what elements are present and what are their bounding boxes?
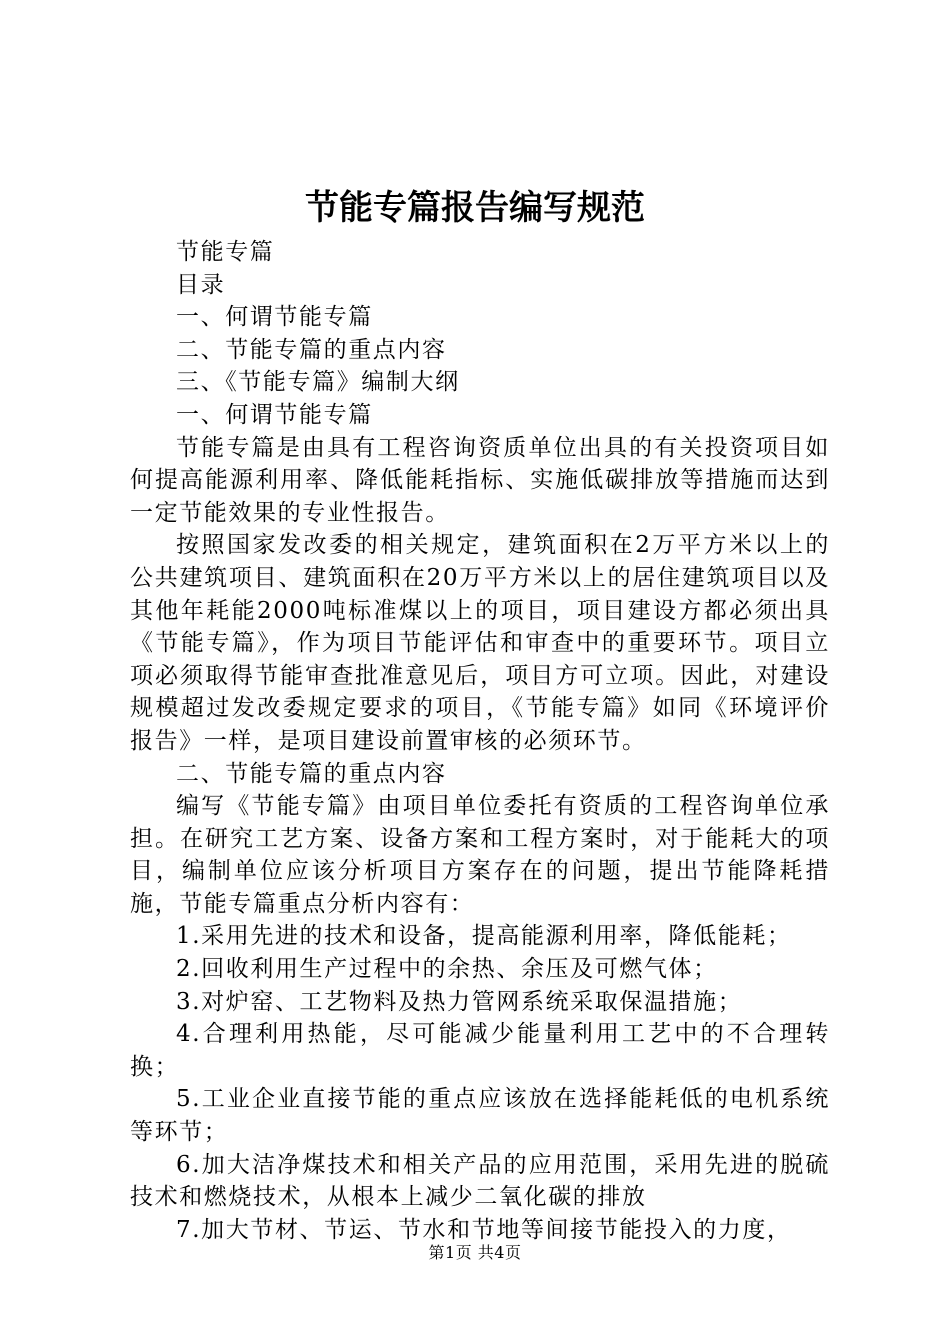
- list-item: 2.回收利用生产过程中的余热、余压及可燃气体；: [176, 956, 718, 983]
- list-item: 7.加大节材、节运、节水和节地等间接节能投入的力度，: [176, 1216, 792, 1243]
- paragraph: 目录: [176, 271, 226, 298]
- paragraph: 一、何谓节能专篇: [176, 304, 373, 331]
- paragraph: 一、何谓节能专篇: [176, 401, 373, 428]
- document-body: [130, 236, 830, 1246]
- document-title: 节能专篇报告编写规范: [305, 188, 645, 228]
- paragraph: 二、节能专篇的重点内容: [176, 760, 447, 787]
- list-item: 3.对炉窑、工艺物料及热力管网系统采取保温措施；: [176, 988, 743, 1015]
- list-item: 1.采用先进的技术和设备，提高能源利用率，降低能耗；: [176, 923, 792, 950]
- paragraph: 节能专篇: [176, 239, 275, 265]
- list-item: 4.合理利用热能，尽可能减少能量利用工艺中的不合理转换；: [130, 1021, 830, 1080]
- paragraph: 编写《节能专篇》由项目单位委托有资质的工程咨询单位承担。在研究工艺方案、设备方案和工程方案时，对于能耗大的项目，编制单位应该分析项目方案存在的问题，提出节能降耗措施，节能专篇重点分析内容有：: [130, 793, 830, 917]
- list-item: 6.加大洁净煤技术和相关产品的应用范围，采用先进的脱硫技术和燃烧技术，从根本上减少二氧化碳的排放: [130, 1151, 830, 1211]
- paragraph: 二、节能专篇的重点内容: [176, 336, 447, 363]
- paragraph: 三、《节能专篇》编制大纲: [176, 369, 460, 396]
- list-item: 5.工业企业直接节能的重点应该放在选择能耗低的电机系统等环节；: [130, 1086, 830, 1146]
- paragraph: 按照国家发改委的相关规定，建筑面积在2万平方米以上的公共建筑项目、建筑面积在20万平方米以上的居住建筑项目以及其他年耗能2000吨标准煤以上的项目，项目建设方都必须出具《节能专篇》，作为项目节能评估和审查中的重要环节。项目立项必须取得节能审查批准意见后，项目方可立项。因此，对建设规模超过发改委规定要求的项目，《节能专篇》如同《环境评价报告》一样，是项目建设前置审核的必须环节。: [130, 532, 830, 754]
- paragraph: 节能专篇是由具有工程咨询资质单位出具的有关投资项目如何提高能源利用率、降低能耗指标、实施低碳排放等措施而达到一定节能效果的专业性报告。: [130, 434, 830, 526]
- page-footer: 第1页 共4页: [428, 1243, 522, 1262]
